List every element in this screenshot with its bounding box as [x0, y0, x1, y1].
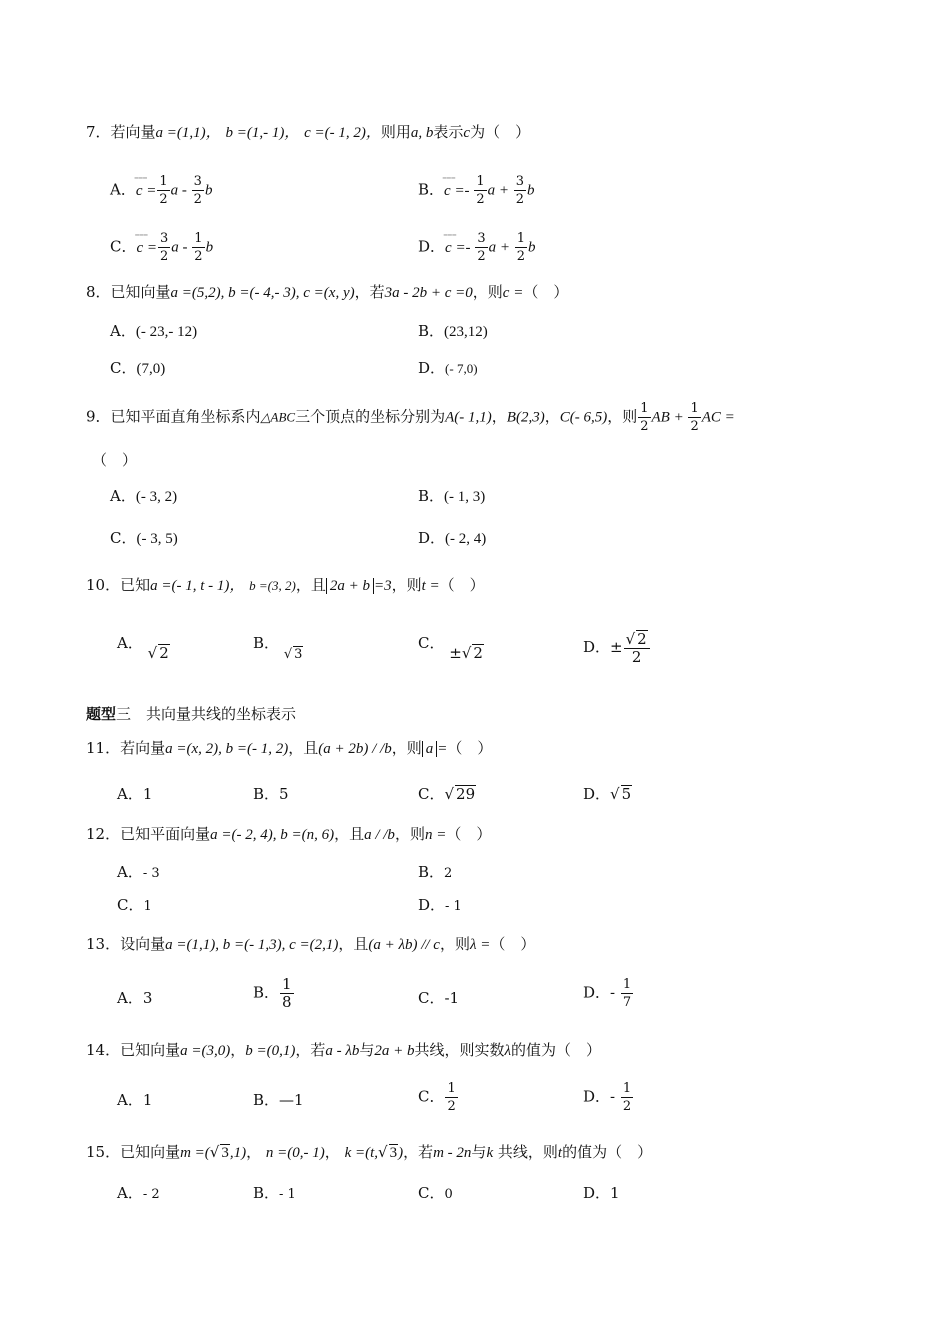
q15-text: 15．已知向量	[86, 1143, 181, 1161]
q7-option-a[interactable]	[110, 173, 212, 208]
denominator: 2	[159, 192, 168, 207]
q7-text-tail2: 表示	[433, 123, 464, 141]
fraction	[474, 173, 486, 208]
numerator: 1	[447, 1081, 456, 1096]
denominator: 2	[476, 192, 485, 207]
q9-option-d[interactable]	[418, 528, 486, 549]
q12-vectors: a =(- 2, 4), b =(n, 6)	[210, 827, 335, 843]
fraction	[621, 1080, 633, 1115]
q12-text: 12．已知平面向量	[86, 825, 211, 843]
option-value: 0	[444, 1187, 453, 1202]
q7-option-b[interactable]	[418, 173, 535, 208]
option-letter: C．	[418, 989, 445, 1007]
q9-ac: AC =	[701, 409, 735, 426]
q10-vector-a: a =(- 1, t - 1)，	[150, 578, 245, 594]
option-letter: D．	[583, 1184, 611, 1202]
option-lhs: ⁻⁻⁻ c =	[136, 183, 157, 199]
q9-paren: （ ）	[92, 451, 138, 469]
option-value: 2	[444, 866, 453, 881]
numerator: 1	[476, 174, 485, 189]
option-letter: B．	[418, 322, 445, 340]
numerator: 3	[515, 174, 524, 189]
section-heading	[86, 703, 296, 724]
option-value: - 3	[142, 866, 160, 881]
question-13-stem	[86, 934, 535, 955]
q14-vector-b: b =(0,1)	[245, 1043, 296, 1059]
q9-point-b: B(2,3)	[506, 409, 545, 426]
q10-abs: 2a + b	[326, 578, 374, 594]
option-letter: B．	[418, 180, 445, 199]
q8-text: 8．已知向量	[86, 283, 171, 301]
denominator: 2	[516, 249, 525, 264]
q10-option-a[interactable]: A． √ 2	[117, 634, 169, 662]
option-letter: D．	[418, 529, 446, 547]
q15-tail: 共线，则	[497, 1143, 558, 1161]
option-value: (- 1, 3)	[444, 489, 486, 505]
question-8-stem	[86, 282, 568, 303]
q13-vectors: a =(1,1), b =(- 1,3), c =(2,1)	[165, 937, 339, 953]
fraction	[445, 1080, 457, 1115]
q15-with: 与	[471, 1143, 487, 1161]
option-letter: C．	[117, 896, 144, 914]
option-letter: B．	[418, 487, 445, 505]
q15-option-d[interactable]	[583, 1183, 620, 1203]
q13-lambda: λ =	[469, 937, 491, 953]
q10-tail: ，则	[391, 576, 422, 594]
denominator: 2	[631, 648, 642, 666]
q13-tail: ，则	[439, 935, 470, 953]
option-end: b	[205, 239, 214, 256]
option-letter: C．	[418, 1087, 445, 1106]
q15-end: 的值为（ ）	[562, 1143, 653, 1161]
q15-n: n =(0,- 1)	[265, 1145, 325, 1161]
q8-option-c[interactable]	[110, 358, 165, 379]
section-title-bold: 题型	[86, 705, 117, 723]
option-letter: B．	[253, 785, 280, 803]
option-prefix: ±	[610, 638, 623, 656]
option-value: —1	[279, 1091, 304, 1109]
q12-n: n =	[424, 827, 447, 843]
q14-option-c[interactable]	[418, 1080, 459, 1115]
q9-option-a[interactable]	[110, 486, 177, 507]
q14-vector-a: a =(3,0)	[180, 1043, 231, 1059]
q10-eq: =3	[373, 578, 392, 594]
option-letter: A．	[117, 863, 143, 881]
fraction	[688, 400, 700, 435]
fraction: $\frac{√ 2}{2}$	[624, 630, 650, 666]
q9-comma: ，	[544, 407, 560, 426]
q7-text-tail: 则用	[380, 123, 411, 141]
q8-option-b[interactable]	[418, 321, 488, 342]
numerator: 1	[159, 174, 168, 189]
q13-option-a[interactable]	[117, 988, 152, 1008]
q14-lambda: λ	[504, 1043, 512, 1059]
numerator: 1	[640, 401, 649, 416]
q8-option-a[interactable]	[110, 321, 197, 342]
q9-mid: 三个顶点的坐标分别为	[295, 407, 446, 426]
q11-parallel: (a + 2b) / /b	[318, 741, 392, 757]
option-letter: C．	[418, 785, 445, 803]
option-letter: C．	[418, 634, 445, 652]
q15-comma: ，	[324, 1143, 340, 1161]
q12-paren: （ ）	[446, 825, 492, 843]
q11-abs: a	[422, 741, 438, 757]
option-value: (- 2, 4)	[445, 531, 487, 547]
option-letter: A．	[110, 322, 136, 340]
option-value: (- 3, 2)	[135, 489, 178, 505]
numerator: 1	[194, 231, 203, 246]
q14-with: 与	[359, 1041, 375, 1059]
q13-option-c[interactable]	[418, 988, 459, 1008]
denominator: 2	[622, 1099, 632, 1114]
q14-end: 的值为（ ）	[511, 1041, 602, 1059]
q8-equation: 3a - 2b + c =0	[384, 285, 473, 301]
denominator: 2	[447, 1099, 456, 1114]
option-value: (- 23,- 12)	[135, 324, 198, 340]
denominator: 2	[515, 192, 524, 207]
option-lhs: ⁻⁻⁻ c =	[136, 240, 157, 256]
q15-mid: ，若	[403, 1143, 434, 1161]
fraction	[280, 976, 294, 1011]
q14-mid: ，若	[295, 1041, 326, 1059]
fraction	[192, 230, 204, 265]
q12-tail: ，则	[394, 825, 425, 843]
option-letter: B．	[253, 1091, 280, 1109]
option-letter: C．	[110, 237, 137, 256]
q9-ab: AB +	[651, 409, 688, 426]
question-11-stem	[86, 738, 492, 759]
q11-option-b[interactable]	[253, 784, 289, 804]
q7-ab: a, b	[410, 125, 434, 141]
fraction	[158, 230, 170, 265]
option-prefix: -	[610, 1087, 620, 1106]
option-mid: a -	[170, 182, 191, 199]
q10-mid: ，且	[295, 576, 326, 594]
q11-text: 11．若向量	[86, 739, 166, 757]
question-10-stem	[86, 575, 485, 596]
section-title-rest: 三 共向量共线的坐标表示	[116, 705, 297, 723]
option-end: b	[204, 182, 213, 199]
numerator: 1	[622, 1081, 632, 1096]
option-letter: D．	[583, 983, 611, 1002]
q11-option-d[interactable]: D．√ 5	[583, 785, 632, 803]
q7-vector-c: c =(- 1, 2)，	[304, 125, 381, 141]
fraction	[514, 173, 526, 208]
q15-comma: ，	[246, 1143, 262, 1161]
q13-paren: （ ）	[490, 935, 536, 953]
option-value: 3	[294, 647, 303, 662]
q9-comma: ，	[491, 407, 507, 426]
option-letter: B．	[253, 634, 280, 652]
q15-m: m =(	[180, 1145, 210, 1161]
q13-text: 13．设向量	[86, 935, 166, 953]
q9-point-a: A(- 1,1)	[445, 409, 492, 426]
numerator: 2	[637, 630, 647, 648]
q9-point-c: C(- 6,5)	[559, 409, 608, 426]
q14-option-b[interactable]	[253, 1090, 304, 1110]
question-7-stem	[86, 122, 530, 143]
option-end: b	[528, 239, 536, 256]
option-letter: D．	[583, 1087, 611, 1106]
option-prefix: -	[610, 983, 620, 1002]
q15-option-c[interactable]	[418, 1183, 453, 1205]
q14-option-d[interactable]	[583, 1080, 634, 1115]
q10-option-c[interactable]: C． ±√ 2	[418, 634, 483, 662]
q7-text: 7．若向量	[86, 123, 156, 141]
option-value: 2	[473, 644, 483, 662]
option-mid: a +	[488, 239, 514, 256]
q10-text: 10．已知	[86, 576, 151, 594]
q11-mid: ，且	[288, 739, 319, 757]
fraction	[192, 173, 204, 208]
q13-parallel: (a + λb) // c	[368, 937, 440, 953]
option-value: 5	[279, 785, 289, 803]
option-value: 2	[159, 644, 169, 662]
q14-expr1: a - λb	[325, 1043, 360, 1059]
option-lhs: ⁻⁻⁻ c =-	[445, 240, 474, 256]
q10-option-b[interactable]: B． √ 3	[253, 634, 303, 662]
q15-k: k =(t,	[344, 1145, 379, 1161]
option-lhs: ⁻⁻⁻ c =-	[444, 183, 473, 199]
q9-triangle: △ABC	[260, 409, 296, 425]
q15-option-a[interactable]	[117, 1183, 160, 1205]
option-prefix: ±	[449, 644, 462, 662]
denominator: 2	[194, 249, 203, 264]
q8-tail: ，则	[472, 283, 503, 301]
numerator: 3	[160, 231, 169, 246]
numerator: 3	[477, 231, 486, 246]
q9-then: ，则	[607, 407, 638, 426]
q12-option-b[interactable]	[418, 862, 452, 884]
denominator: 2	[690, 419, 699, 434]
q11-paren: （ ）	[447, 739, 493, 757]
q8-c: c =	[502, 285, 524, 301]
q8-paren: （ ）	[523, 283, 569, 301]
option-sqrt: 29	[456, 785, 476, 803]
option-letter: A．	[117, 785, 143, 803]
q15-m-sqrt: 3	[221, 1145, 229, 1161]
numerator: 3	[193, 174, 202, 189]
q14-text: 14．已知向量	[86, 1041, 181, 1059]
q7-vector-a: a =(1,1)，	[155, 125, 221, 141]
q15-t: t	[557, 1145, 563, 1161]
option-letter: A．	[117, 1184, 143, 1202]
option-letter: C．	[110, 529, 137, 547]
fraction	[638, 400, 650, 435]
option-value: 1	[142, 785, 153, 803]
option-letter: A．	[117, 634, 143, 652]
q13-mid: ，且	[338, 935, 369, 953]
option-value: (- 3, 5)	[136, 531, 178, 547]
q7-paren: 为（ ）	[470, 123, 531, 141]
denominator: 2	[477, 249, 486, 264]
option-letter: A．	[110, 180, 136, 199]
q9-option-c[interactable]	[110, 528, 178, 549]
option-letter: B．	[418, 863, 445, 881]
q12-option-c[interactable]	[117, 895, 152, 917]
option-letter: C．	[418, 1184, 445, 1202]
q11-tail: ，则	[391, 739, 422, 757]
question-15-stem: 15．已知向量m =(√ 3,1)， n =(0,- 1)， k =(t,√ 3)，若m - 2n与k 共线，则t的值为（ ）	[86, 1143, 653, 1161]
option-letter: B．	[253, 1184, 280, 1202]
option-letter: A．	[110, 487, 136, 505]
q11-option-c[interactable]: C．√ 29	[418, 785, 476, 803]
q15-k-sqrt: 3	[389, 1145, 398, 1161]
q11-eq: =	[437, 741, 448, 757]
option-value: 1	[142, 1091, 153, 1109]
q8-mid: ，若	[354, 283, 385, 301]
option-letter: D．	[418, 896, 446, 914]
q14-option-a[interactable]	[117, 1090, 152, 1110]
option-value: - 1	[445, 899, 462, 914]
option-letter: B．	[253, 983, 280, 1002]
numerator: 1	[516, 231, 525, 246]
q12-mid: ，且	[334, 825, 365, 843]
denominator: 2	[193, 192, 202, 207]
q7-vector-b: b =(1,- 1)，	[225, 125, 300, 141]
denominator: 2	[640, 419, 649, 434]
question-9-stem	[86, 400, 735, 435]
q9-paren-line	[92, 450, 137, 470]
q9-option-b[interactable]	[418, 486, 485, 507]
option-value: - 2	[142, 1187, 160, 1202]
option-letter: D．	[418, 359, 446, 377]
option-letter: D．	[583, 785, 611, 803]
option-letter: A．	[117, 989, 143, 1007]
denominator: 2	[160, 249, 169, 264]
q13-option-b[interactable]	[253, 976, 295, 1011]
denominator: 8	[282, 993, 292, 1011]
option-letter: A．	[117, 1091, 143, 1109]
question-12-stem	[86, 824, 491, 845]
q10-paren: （ ）	[439, 576, 485, 594]
option-value: 1	[610, 1184, 620, 1202]
q14-tail: 共线，则实数	[414, 1041, 505, 1059]
q14-comma: ，	[230, 1041, 246, 1059]
option-value: (23,12)	[444, 324, 488, 340]
q7-option-d[interactable]	[418, 230, 536, 265]
option-sqrt: 5	[621, 785, 632, 803]
numerator: 1	[690, 401, 699, 416]
q9-text: 9．已知平面直角坐标系内	[86, 407, 261, 426]
q13-option-d[interactable]	[583, 976, 634, 1011]
q11-option-a[interactable]	[117, 784, 152, 804]
q12-option-d[interactable]	[418, 895, 462, 917]
option-value: 3	[142, 989, 153, 1007]
option-value: (- 7,0)	[445, 361, 478, 376]
option-value: -1	[444, 989, 460, 1007]
fraction	[157, 173, 169, 208]
option-letter: D．	[418, 237, 446, 256]
q10-option-d[interactable]	[583, 630, 651, 666]
option-value: (7,0)	[136, 361, 166, 377]
q10-vector-b: b =(3, 2)	[249, 578, 296, 593]
fraction	[475, 230, 487, 265]
option-value: 1	[143, 899, 152, 914]
q12-parallel: a / /b	[364, 827, 395, 843]
q15-kk: k	[486, 1145, 494, 1161]
q8-vectors: a =(5,2), b =(- 4,- 3), c =(x, y)	[170, 285, 355, 301]
q15-k-end: )	[398, 1145, 404, 1161]
option-value: - 1	[279, 1187, 296, 1202]
option-letter: C．	[110, 359, 137, 377]
q7-c: c	[463, 125, 471, 141]
q15-m-end: ,1)	[229, 1145, 247, 1161]
option-mid: a -	[171, 239, 192, 256]
option-letter: D．	[583, 638, 611, 656]
numerator: 1	[282, 975, 292, 993]
q11-vectors: a =(x, 2), b =(- 1, 2)	[165, 741, 289, 757]
option-mid: a +	[487, 182, 513, 199]
question-14-stem	[86, 1040, 601, 1061]
q7-option-c[interactable]	[110, 230, 213, 265]
q10-t: t =	[421, 578, 440, 594]
q15-expr: m - 2n	[433, 1145, 472, 1161]
option-end: b	[527, 182, 535, 199]
q14-expr2: 2a + b	[374, 1043, 415, 1059]
fraction	[515, 230, 527, 265]
numerator: 1	[622, 977, 632, 992]
fraction	[621, 976, 633, 1011]
q12-option-a[interactable]	[117, 862, 160, 884]
q15-option-b[interactable]	[253, 1183, 296, 1205]
denominator: 7	[622, 995, 632, 1010]
q8-option-d[interactable]	[418, 358, 478, 379]
